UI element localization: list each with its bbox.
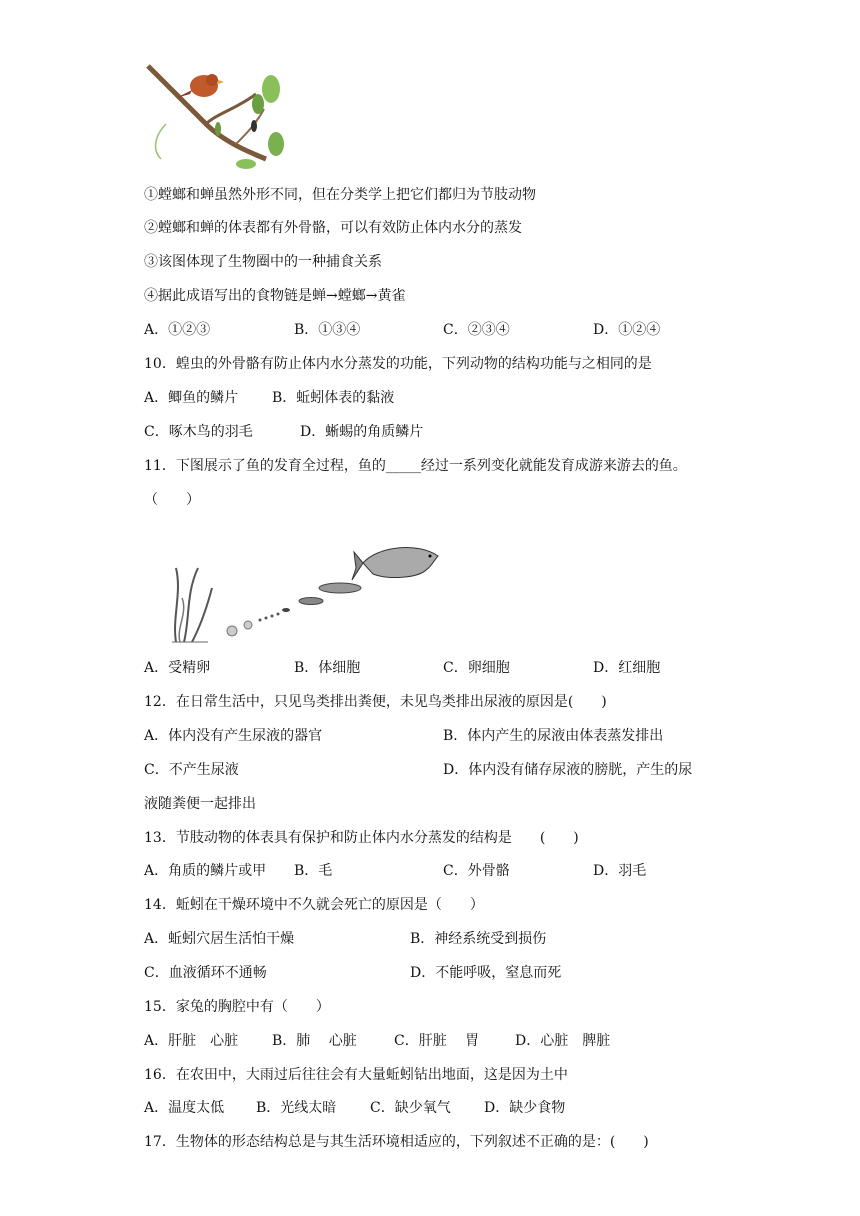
q9-option-c: C．②③④ — [443, 322, 510, 338]
statement-2: ②螳螂和蝉的体表都有外骨骼，可以有效防止体内水分的蒸发 — [144, 220, 522, 236]
q12-option-c: C．不产生尿液 — [144, 762, 239, 778]
q13-option-d: D．羽毛 — [593, 863, 647, 879]
statement-3: ③该图体现了生物圈中的一种捕食关系 — [144, 254, 382, 270]
q15-option-a: A．肝脏 心脏 — [144, 1033, 239, 1049]
q14-option-b: B．神经系统受到损伤 — [410, 931, 547, 947]
q11-option-c: C．卵细胞 — [443, 660, 510, 676]
q16-option-c: C．缺少氧气 — [370, 1100, 451, 1116]
q12-option-d: D．体内没有储存尿液的膀胱，产生的尿 — [443, 762, 693, 778]
q9-option-a: A．①②③ — [144, 322, 211, 338]
q15-option-d: D．心脏 脾脏 — [515, 1033, 611, 1049]
q10-option-c: C．啄木鸟的羽毛 — [144, 424, 253, 440]
q10-option-b: B．蚯蚓体表的黏液 — [272, 390, 395, 406]
q12-option-a: A．体内没有产生尿液的器官 — [144, 728, 323, 744]
q11-option-a: A．受精卵 — [144, 660, 211, 676]
q11-option-d: D．红细胞 — [593, 660, 661, 676]
q9-option-b: B．①③④ — [294, 322, 361, 338]
q10-stem: 10．蝗虫的外骨骼有防止体内水分蒸发的功能，下列动物的结构功能与之相同的是 — [144, 356, 652, 372]
statement-1: ①螳螂和蝉虽然外形不同，但在分类学上把它们都归为节肢动物 — [144, 187, 536, 203]
q12-option-b: B．体内产生的尿液由体表蒸发排出 — [443, 728, 664, 744]
q16-option-d: D．缺少食物 — [484, 1100, 566, 1116]
q15-stem: 15．家兔的胸腔中有（ ） — [144, 999, 330, 1015]
q12-stem: 12．在日常生活中，只见鸟类排出粪便，未见鸟类排出尿液的原因是( ) — [144, 694, 607, 710]
q13-option-c: C．外骨骼 — [443, 863, 510, 879]
q14-option-c: C．血液循环不通畅 — [144, 965, 267, 981]
q11-option-b: B．体细胞 — [294, 660, 361, 676]
q14-stem: 14．蚯蚓在干燥环境中不久就会死亡的原因是（ ） — [144, 897, 484, 913]
q13-option-b: B．毛 — [294, 863, 333, 879]
q11-bracket: （ ） — [144, 492, 200, 508]
q15-option-b: B．肺 心脏 — [272, 1033, 357, 1049]
q16-option-b: B．光线太暗 — [256, 1100, 337, 1116]
q17-stem: 17．生物体的形态结构总是与其生活环境相适应的，下列叙述不正确的是：( ) — [144, 1134, 649, 1150]
q13-stem: 13．节肢动物的体表具有保护和防止体内水分蒸发的结构是 ( ) — [144, 830, 579, 846]
q14-option-d: D．不能呼吸，窒息而死 — [410, 965, 562, 981]
q12-option-d-continuation: 液随粪便一起排出 — [144, 796, 256, 812]
q9-option-d: D．①②④ — [593, 322, 661, 338]
q10-option-d: D．蜥蜴的角质鳞片 — [300, 424, 424, 440]
statement-4: ④据此成语写出的食物链是蝉→螳螂→黄雀 — [144, 288, 406, 304]
q14-option-a: A．蚯蚓穴居生活怕干燥 — [144, 931, 295, 947]
q11-stem: 11．下图展示了鱼的发育全过程，鱼的_____经过一系列变化就能发育成游来游去的鱼。 — [144, 458, 687, 474]
q13-option-a: A．角质的鳞片或甲 — [144, 863, 267, 879]
fish-development-illustration — [168, 538, 448, 644]
q15-option-c: C．肝脏 胃 — [394, 1033, 480, 1049]
bird-mantis-cicada-illustration — [146, 64, 288, 172]
q10-option-a: A．鲫鱼的鳞片 — [144, 390, 239, 406]
q16-stem: 16．在农田中，大雨过后往往会有大量蚯蚓钻出地面，这是因为土中 — [144, 1067, 568, 1083]
q16-option-a: A．温度太低 — [144, 1100, 225, 1116]
